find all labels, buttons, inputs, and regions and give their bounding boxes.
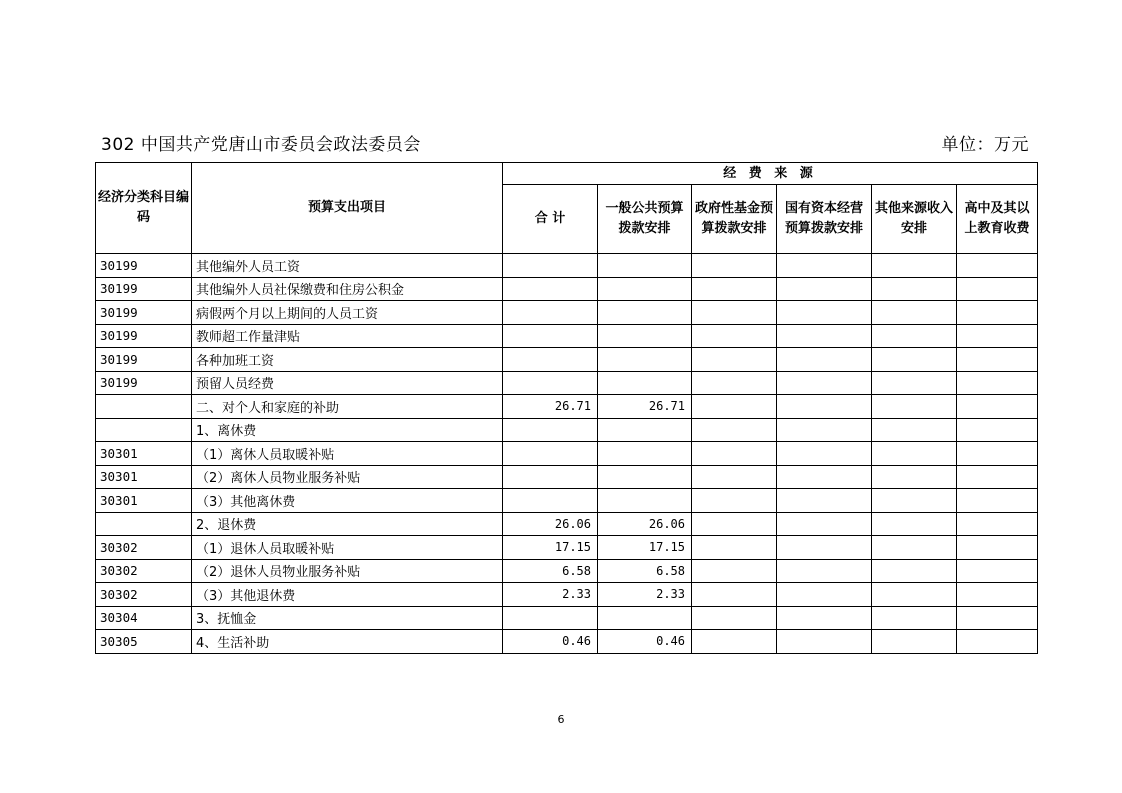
cell-value	[503, 442, 598, 466]
cell-code: 30199	[96, 277, 192, 301]
cell-code: 30302	[96, 536, 192, 560]
cell-value	[872, 301, 957, 325]
cell-value	[503, 465, 598, 489]
cell-value: 26.06	[503, 512, 598, 536]
cell-value	[777, 583, 872, 607]
cell-value	[503, 324, 598, 348]
organization-title: 302 中国共产党唐山市委员会政法委员会	[101, 135, 421, 155]
cell-value	[777, 418, 872, 442]
cell-value	[777, 442, 872, 466]
cell-value	[872, 254, 957, 278]
cell-value	[957, 395, 1038, 419]
table-row	[96, 606, 1038, 630]
cell-value	[777, 371, 872, 395]
cell-value	[872, 324, 957, 348]
cell-item: 其他编外人员社保缴费和住房公积金	[192, 277, 503, 301]
cell-code: 30302	[96, 559, 192, 583]
cell-value	[957, 606, 1038, 630]
cell-value	[692, 348, 777, 372]
cell-code: 30301	[96, 489, 192, 513]
cell-item: 4、生活补助	[192, 630, 503, 654]
cell-code	[96, 395, 192, 419]
cell-value	[957, 559, 1038, 583]
cell-item: 病假两个月以上期间的人员工资	[192, 301, 503, 325]
cell-item: （2）离休人员物业服务补贴	[192, 465, 503, 489]
cell-value	[957, 418, 1038, 442]
header-budget-item: 预算支出项目	[192, 163, 503, 254]
cell-value	[777, 489, 872, 513]
cell-code: 30304	[96, 606, 192, 630]
header-source-col: 国有资本经营预算拨款安排	[777, 185, 872, 254]
cell-value	[503, 301, 598, 325]
page-header	[101, 128, 1029, 156]
cell-item: 教师超工作量津贴	[192, 324, 503, 348]
cell-value	[872, 606, 957, 630]
cell-value	[872, 418, 957, 442]
cell-value	[957, 301, 1038, 325]
cell-value	[598, 254, 692, 278]
cell-value	[692, 301, 777, 325]
cell-value	[692, 583, 777, 607]
table-header	[96, 163, 1038, 254]
cell-value	[872, 465, 957, 489]
cell-code: 30199	[96, 301, 192, 325]
cell-value	[872, 277, 957, 301]
cell-value	[692, 512, 777, 536]
cell-item: 各种加班工资	[192, 348, 503, 372]
header-economic-code: 经济分类科目编码	[96, 163, 192, 254]
cell-value	[777, 348, 872, 372]
cell-value	[957, 254, 1038, 278]
cell-value	[872, 489, 957, 513]
cell-code: 30199	[96, 371, 192, 395]
cell-value: 6.58	[598, 559, 692, 583]
page-number: 6	[557, 713, 565, 726]
cell-item: （3）其他离休费	[192, 489, 503, 513]
cell-value: 0.46	[503, 630, 598, 654]
cell-value	[598, 371, 692, 395]
cell-value	[957, 324, 1038, 348]
cell-code: 30199	[96, 324, 192, 348]
cell-item: 1、离休费	[192, 418, 503, 442]
table-row	[96, 489, 1038, 513]
cell-value	[957, 536, 1038, 560]
cell-value	[503, 254, 598, 278]
cell-value	[692, 536, 777, 560]
cell-value	[777, 536, 872, 560]
cell-value	[503, 371, 598, 395]
table-row	[96, 536, 1038, 560]
table-row	[96, 559, 1038, 583]
header-fund-sources: 经 费 来 源	[503, 163, 1038, 185]
cell-value: 2.33	[598, 583, 692, 607]
header-source-col: 合 计	[503, 185, 598, 254]
cell-value: 26.71	[598, 395, 692, 419]
cell-value	[598, 418, 692, 442]
cell-value	[692, 418, 777, 442]
cell-value	[957, 465, 1038, 489]
table-row	[96, 630, 1038, 654]
header-source-col: 其他来源收入安排	[872, 185, 957, 254]
cell-item: 2、退休费	[192, 512, 503, 536]
cell-value	[777, 465, 872, 489]
cell-value	[692, 465, 777, 489]
cell-value	[957, 512, 1038, 536]
header-source-col: 高中及其以上教育收费	[957, 185, 1038, 254]
cell-value	[503, 489, 598, 513]
table-row	[96, 348, 1038, 372]
cell-value	[692, 489, 777, 513]
cell-value	[872, 348, 957, 372]
cell-value	[777, 395, 872, 419]
cell-value	[692, 277, 777, 301]
cell-value: 17.15	[598, 536, 692, 560]
header-source-col: 政府性基金预算拨款安排	[692, 185, 777, 254]
cell-item: （3）其他退休费	[192, 583, 503, 607]
cell-value	[503, 606, 598, 630]
cell-value	[957, 489, 1038, 513]
cell-value	[692, 371, 777, 395]
cell-code: 30301	[96, 465, 192, 489]
cell-item: 预留人员经费	[192, 371, 503, 395]
cell-code	[96, 512, 192, 536]
cell-code: 30301	[96, 442, 192, 466]
cell-value: 2.33	[503, 583, 598, 607]
cell-code: 30302	[96, 583, 192, 607]
cell-value	[503, 418, 598, 442]
cell-item: （2）退休人员物业服务补贴	[192, 559, 503, 583]
table-row	[96, 301, 1038, 325]
cell-value	[872, 630, 957, 654]
cell-value	[777, 559, 872, 583]
table-row	[96, 512, 1038, 536]
cell-item: （1）离休人员取暖补贴	[192, 442, 503, 466]
header-source-col: 一般公共预算拨款安排	[598, 185, 692, 254]
table-body	[96, 254, 1038, 654]
cell-value	[957, 630, 1038, 654]
cell-value	[957, 583, 1038, 607]
cell-value	[503, 277, 598, 301]
cell-value	[957, 371, 1038, 395]
cell-value	[777, 301, 872, 325]
cell-value	[872, 583, 957, 607]
cell-value	[872, 395, 957, 419]
cell-value	[957, 442, 1038, 466]
cell-value: 0.46	[598, 630, 692, 654]
cell-item: （1）退休人员取暖补贴	[192, 536, 503, 560]
cell-item: 其他编外人员工资	[192, 254, 503, 278]
cell-value	[692, 559, 777, 583]
cell-value	[692, 442, 777, 466]
cell-value	[692, 395, 777, 419]
cell-value: 26.71	[503, 395, 598, 419]
cell-value	[598, 465, 692, 489]
cell-value	[598, 324, 692, 348]
cell-value	[777, 630, 872, 654]
cell-value	[692, 630, 777, 654]
table-row	[96, 254, 1038, 278]
cell-code	[96, 418, 192, 442]
cell-code: 30199	[96, 254, 192, 278]
table-row	[96, 324, 1038, 348]
table-row	[96, 277, 1038, 301]
cell-value	[777, 512, 872, 536]
cell-value	[872, 559, 957, 583]
cell-value	[692, 254, 777, 278]
cell-value	[692, 606, 777, 630]
cell-value: 17.15	[503, 536, 598, 560]
cell-value	[957, 348, 1038, 372]
cell-value	[598, 606, 692, 630]
cell-value	[598, 442, 692, 466]
budget-table	[95, 162, 1038, 654]
cell-code: 30199	[96, 348, 192, 372]
cell-value	[598, 277, 692, 301]
cell-value: 26.06	[598, 512, 692, 536]
table-row	[96, 418, 1038, 442]
cell-value	[777, 324, 872, 348]
unit-label: 单位：万元	[941, 135, 1029, 155]
cell-item: 3、抚恤金	[192, 606, 503, 630]
table-row	[96, 583, 1038, 607]
cell-value	[598, 489, 692, 513]
table-row	[96, 465, 1038, 489]
cell-value	[598, 301, 692, 325]
table-row	[96, 371, 1038, 395]
table-row	[96, 442, 1038, 466]
cell-value	[872, 442, 957, 466]
cell-value	[777, 254, 872, 278]
cell-item: 二、对个人和家庭的补助	[192, 395, 503, 419]
cell-value	[777, 606, 872, 630]
cell-code: 30305	[96, 630, 192, 654]
cell-value	[872, 536, 957, 560]
cell-value	[957, 277, 1038, 301]
cell-value	[872, 371, 957, 395]
cell-value	[872, 512, 957, 536]
cell-value: 6.58	[503, 559, 598, 583]
cell-value	[777, 277, 872, 301]
cell-value	[692, 324, 777, 348]
table-row	[96, 395, 1038, 419]
cell-value	[598, 348, 692, 372]
cell-value	[503, 348, 598, 372]
